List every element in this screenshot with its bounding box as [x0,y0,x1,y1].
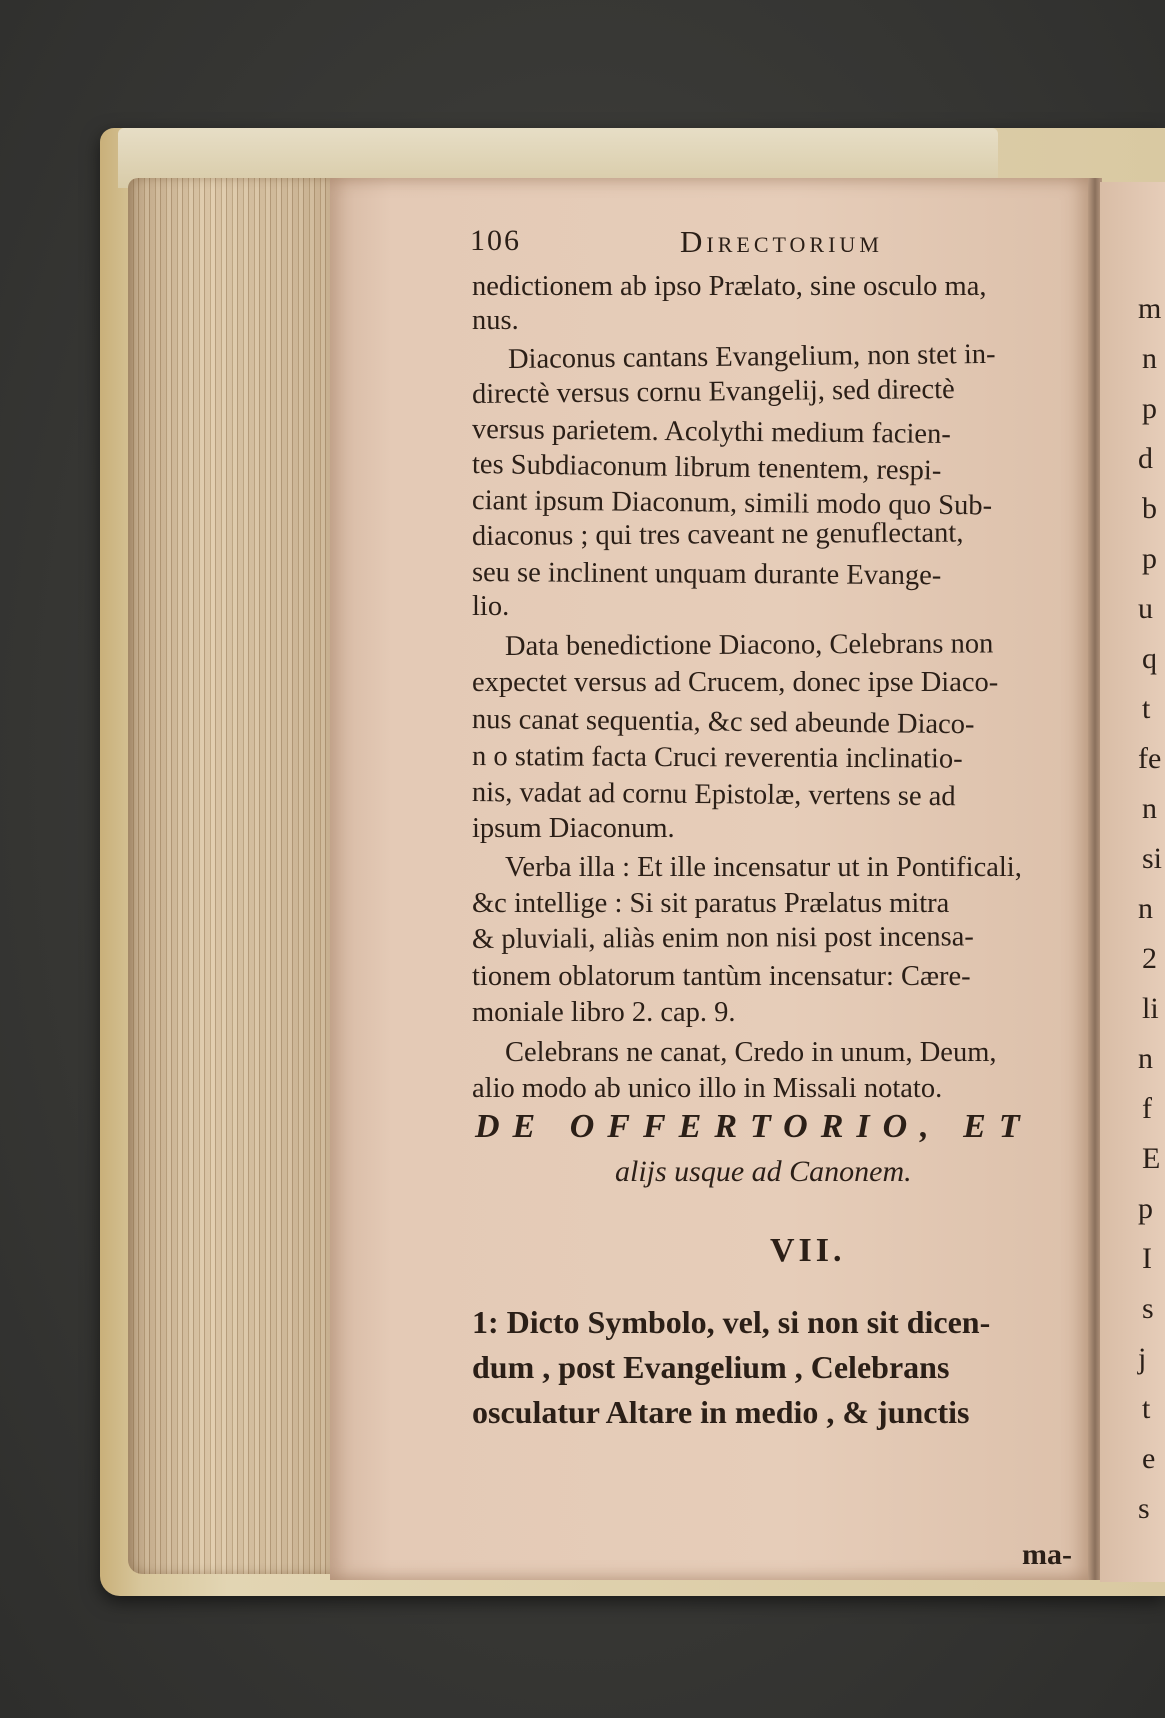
text-line: nedictionem ab ipso Prælato, sine osculo ma, [472,271,987,302]
facing-page-letter: 2 [1142,942,1157,975]
facing-page-letter: t [1142,1392,1151,1425]
text-line: ipsum Diaconum. [472,813,675,844]
facing-page-letter: f [1142,1092,1152,1125]
chapter-number: VII. [770,1232,846,1269]
facing-page-letter: fe [1138,742,1162,775]
facing-page-letter: d [1138,442,1153,475]
facing-page-letter: t [1142,692,1151,725]
page-edges-shading [128,178,333,1574]
section-title: DE OFFERTORIO, ET [475,1108,1033,1145]
text-line: tes Subdiaconum librum tenentem, respi- [471,449,942,487]
text-line: & pluviali, aliàs enim non nisi post incensa- [471,921,974,955]
facing-page-letter: I [1142,1242,1152,1275]
facing-page-letter: p [1138,1192,1153,1225]
text-line: alio modo ab unico illo in Missali notato. [472,1073,943,1104]
facing-page [1100,182,1165,1582]
facing-page-letter: n [1142,792,1157,825]
text-line: dum , post Evangelium , Celebrans [472,1349,950,1385]
text-line: nus. [472,305,519,336]
facing-page-letter: q [1142,642,1157,675]
text-line: expectet versus ad Crucem, donec ipse Diaco- [472,667,999,698]
text-line: tionem oblatorum tantùm incensatur: Cære- [472,961,971,992]
text-line: lio. [472,591,510,622]
page-number: 106 [470,224,521,257]
running-head: Directorium [680,224,883,259]
facing-page-letter: p [1142,542,1157,575]
facing-page-letter: s [1142,1292,1154,1325]
facing-page-letter: e [1142,1442,1156,1475]
text-line: osculatur Altare in medio , & junctis [472,1394,970,1430]
text-line: diaconus ; qui tres caveant ne genuflectant, [471,517,964,552]
facing-page-letter: n [1138,892,1153,925]
text-line: Verba illa : Et ille incensatur ut in Pontificali, [505,852,1022,883]
facing-page-letter: li [1142,992,1159,1025]
text-line: Data benedictione Diacono, Celebrans non [504,628,994,662]
text-line: seu se inclinent unquam durante Evange- [471,557,942,592]
text-line: n o statim facta Cruci reverentia inclinatio- [471,741,963,775]
facing-page-letter: n [1138,1042,1153,1075]
text-line: versus parietem. Acolythi medium facien- [471,414,951,451]
text-line: directè versus cornu Evangelij, sed directè [471,373,955,410]
facing-page-letter: si [1142,842,1163,875]
text-line: &c intellige : Si sit paratus Prælatus mitra [472,888,950,919]
facing-page-letter: m [1138,292,1162,325]
text-line: Celebrans ne canat, Credo in unum, Deum, [505,1037,997,1068]
section-subtitle: alijs usque ad Canonem. [615,1155,912,1188]
catchword: ma- [1022,1538,1072,1571]
facing-page-letter: u [1138,592,1153,625]
text-line: nis, vadat ad cornu Epistolæ, vertens se ad [471,777,956,813]
facing-page-letter: p [1142,392,1157,425]
facing-page-letter: s [1138,1492,1150,1525]
page-header [470,224,1070,264]
facing-page-letter: j [1138,1342,1147,1375]
text-line: 1: Dicto Symbolo, vel, si non sit dicen- [472,1304,991,1340]
facing-page-letter: E [1142,1142,1161,1175]
text-line: nus canat sequentia, &c sed abeunde Diaco- [471,704,975,741]
facing-page-letter: b [1142,492,1157,525]
facing-page-letter: n [1142,342,1157,375]
text-line: ciant ipsum Diaconum, simili modo quo Sub- [471,485,993,522]
text-line: Diaconus cantans Evangelium, non stet in- [507,338,996,375]
text-line: moniale libro 2. cap. 9. [472,997,736,1028]
